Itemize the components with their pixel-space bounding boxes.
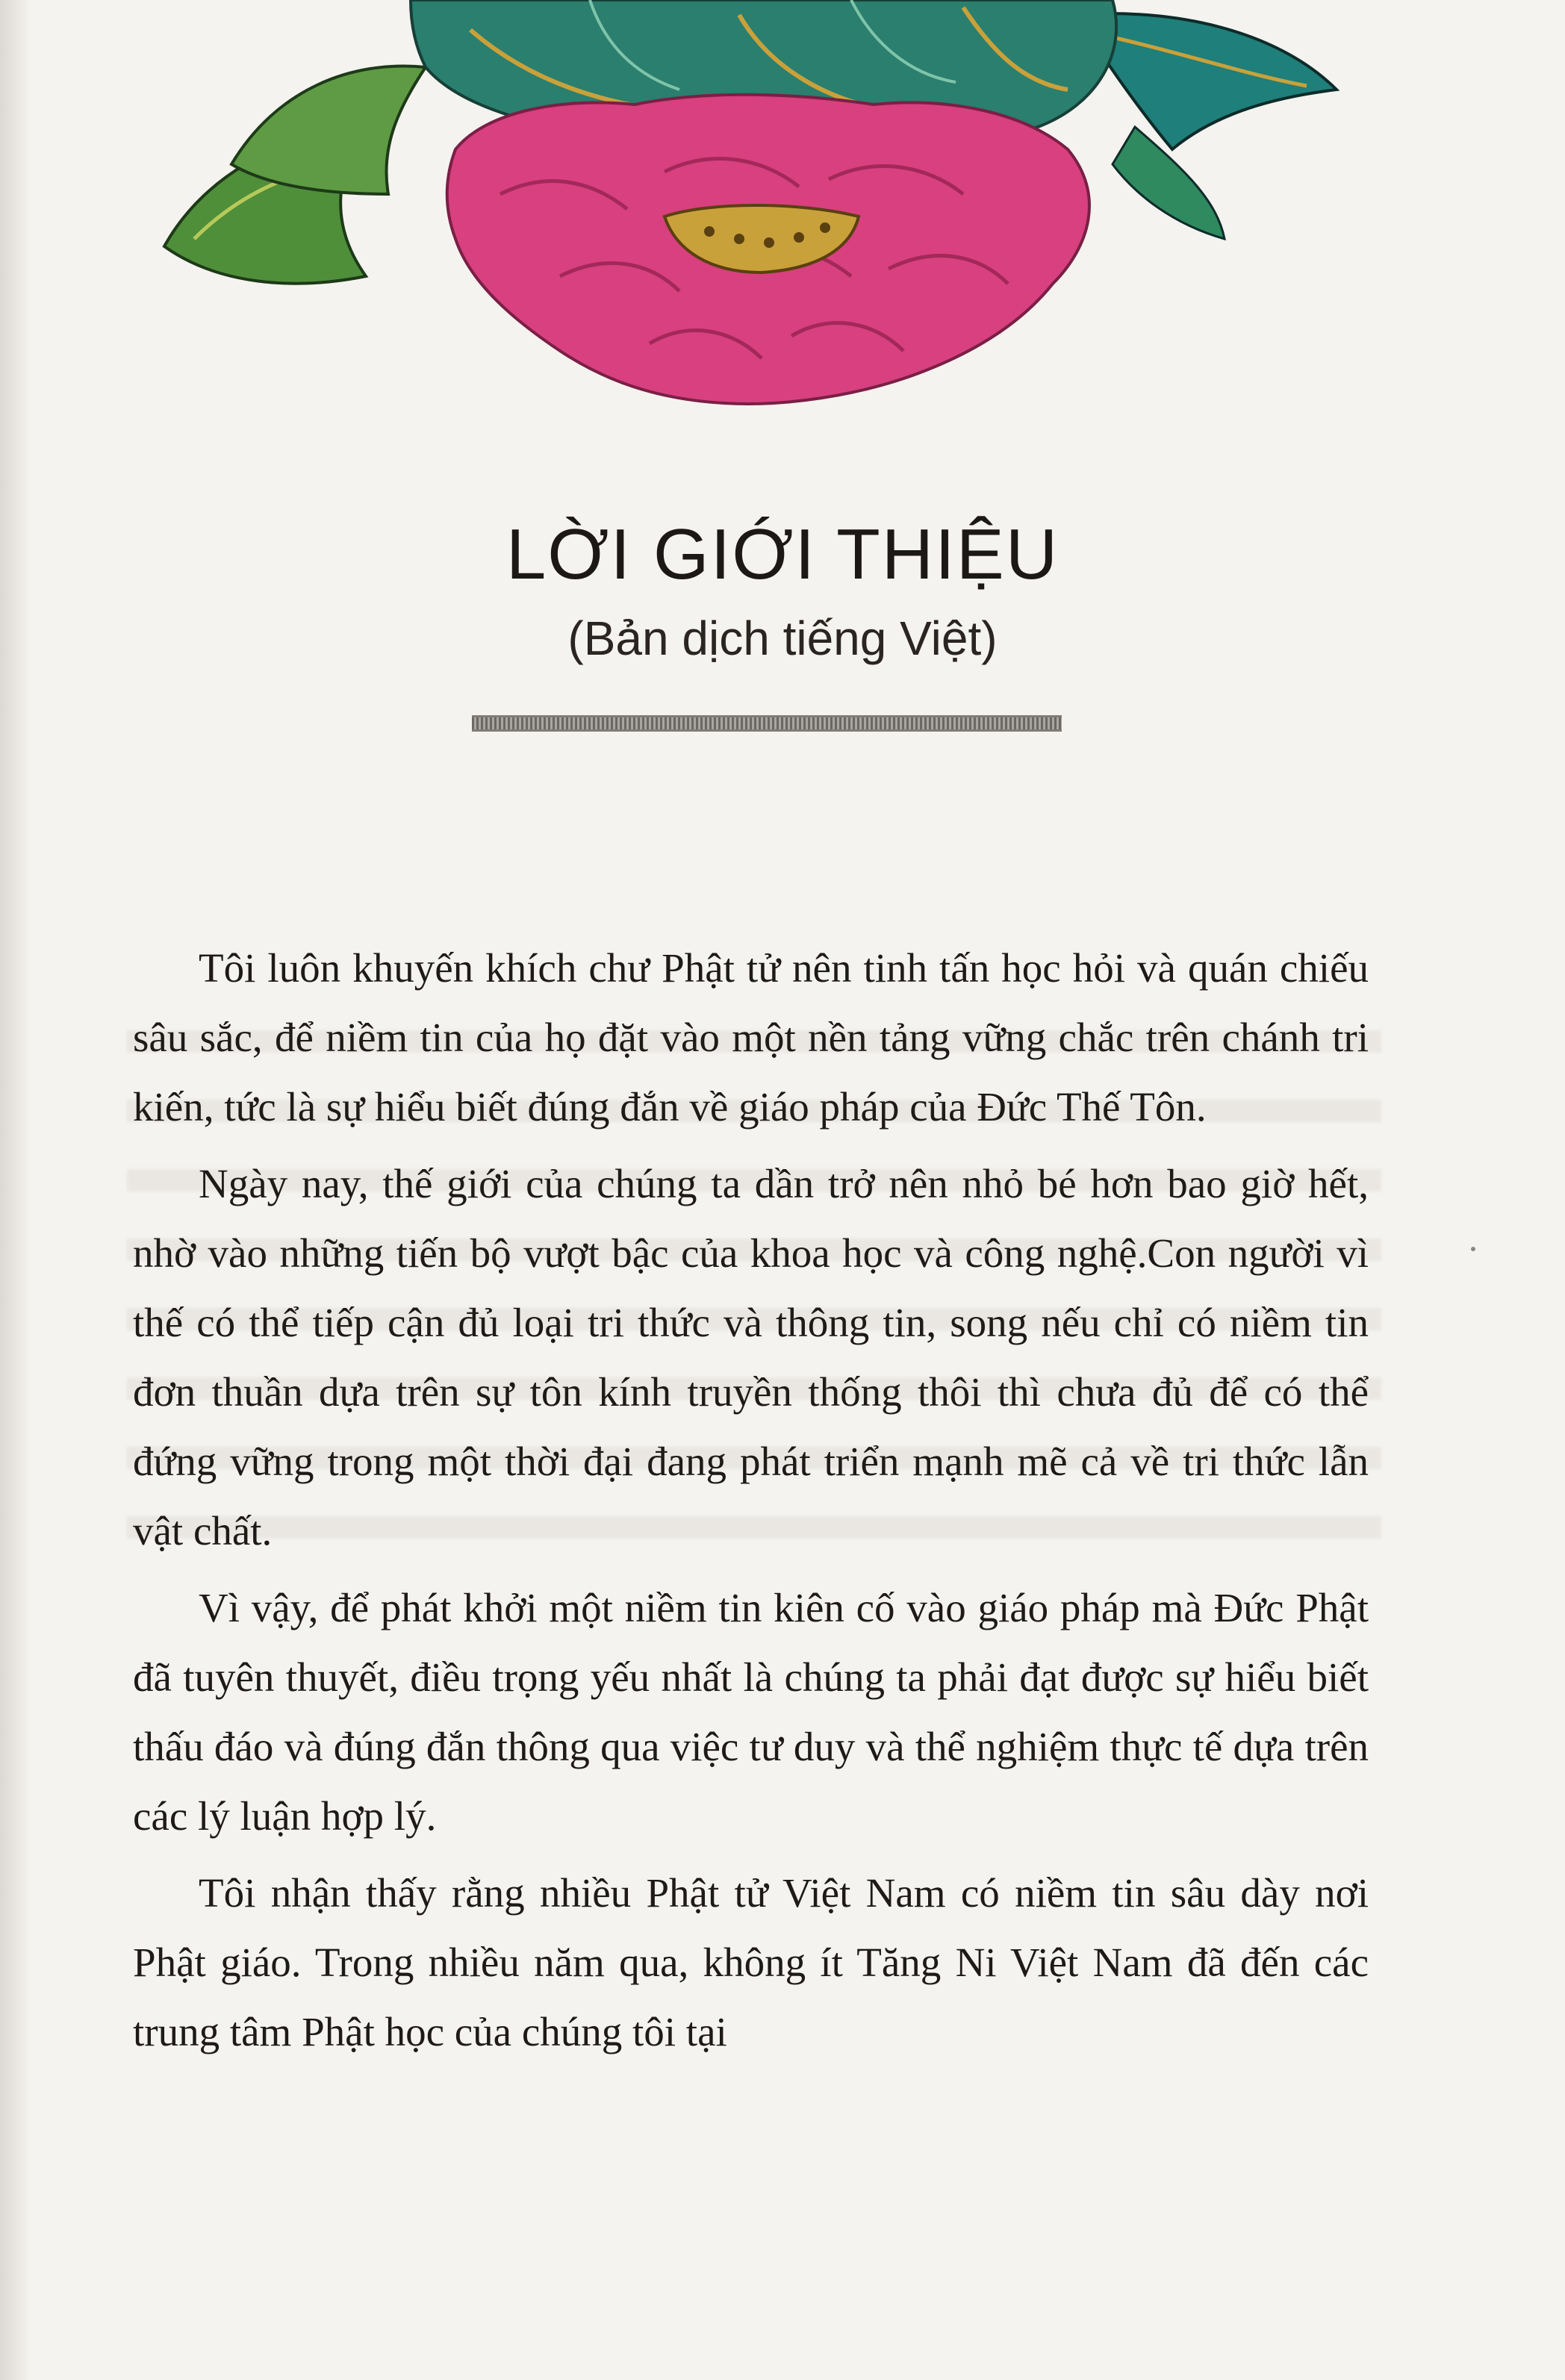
paragraph: Tôi nhận thấy rằng nhiều Phật tử Việt Nam có niềm tin sâu dày nơi Phật giáo. Trong nhiều năm qua, không ít Tăng Ni Việt Nam đã đến các trung tâm Phật học của chúng tôi tại xyxy=(133,1870,1369,2055)
paragraph: Tôi luôn khuyến khích chư Phật tử nên tinh tấn học hỏi và quán chiếu sâu sắc, để niềm tin của họ đặt vào một nền tảng vững chắc trên chánh tri kiến, tức là sự hiểu biết đúng đắn về giáo pháp của Đức Thế Tôn. xyxy=(133,945,1369,1130)
page-subtitle: (Bản dịch tiếng Việt) xyxy=(567,611,998,665)
title-divider xyxy=(472,715,1062,732)
body-text xyxy=(133,933,1369,2074)
paragraph: Vì vậy, để phát khởi một niềm tin kiên cố vào giáo pháp mà Đức Phật đã tuyên thuyết, điều trọng yếu nhất là chúng ta phải đạt được sự hiểu biết thấu đáo và đúng đắn thông qua việc tư duy và thể nghiệm thực tế dựa trên các lý luận hợp lý. xyxy=(133,1585,1369,1839)
page-edge-shadow xyxy=(0,0,30,2380)
ink-speck xyxy=(1471,1247,1475,1251)
page-title: LỜI GIỚI THIỆU xyxy=(505,514,1060,594)
lotus-flower-icon xyxy=(142,0,1366,418)
paragraph: Ngày nay, thế giới của chúng ta dần trở nên nhỏ bé hơn bao giờ hết, nhờ vào những tiến bộ vượt bậc của khoa học và công nghệ.Con người vì thế có thể tiếp cận đủ loại tri thức và thông tin, song nếu chỉ có niềm tin đơn thuần dựa trên sự tôn kính truyền thống thôi thì chưa đủ để có thể đứng vững trong một thời đại đang phát triển mạnh mẽ cả về tri thức lẫn vật chất. xyxy=(133,1161,1369,1554)
